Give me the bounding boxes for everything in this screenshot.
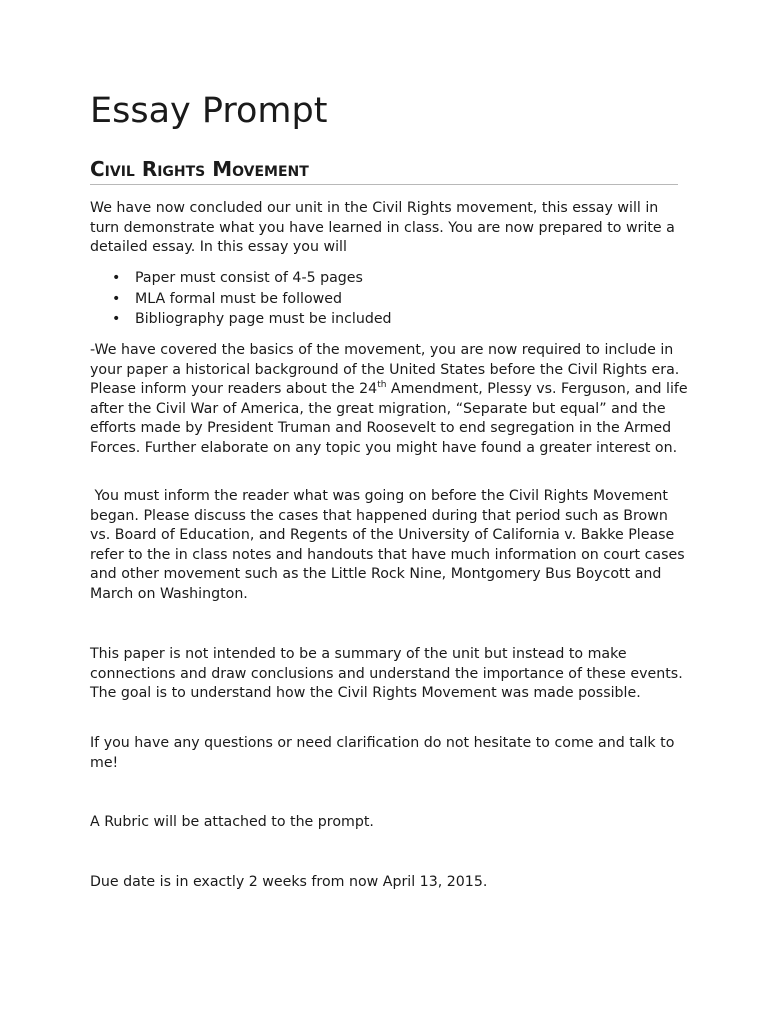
questions-paragraph: If you have any questions or need clarification do not hesitate to come and talk to me!	[90, 735, 675, 771]
list-item	[90, 309, 392, 330]
background-text-end: Amendment, Plessy vs. Ferguson, and life after the Civil War of America, the great migration, “Separate but equal” and the efforts made by President Truman and Roosevelt to end segregation in the Armed Forces. Further elaborate on any topic you might have found a greater interest on.	[90, 381, 688, 456]
bullet-icon: •	[112, 290, 121, 307]
ordinal-superscript: th	[377, 380, 387, 391]
document-subtitle: Civil Rights Movement	[90, 157, 678, 185]
background-text-start: -We have covered the basics of the movement, you are now required to include in your paper a historical background of the United States before the Civil Rights era. Please inform your readers about the 24	[90, 342, 680, 398]
list-item-text: Paper must consist of 4-5 pages	[135, 270, 363, 286]
list-item-text: MLA formal must be followed	[135, 290, 343, 307]
list-item-text: Bibliography page must be included	[135, 311, 392, 327]
bullet-icon: •	[112, 270, 121, 286]
purpose-paragraph: This paper is not intended to be a summary of the unit but instead to make connections and draw conclusions and understand the importance of these events. The goal is to understand how the Civil Rights Movement was made possible.	[90, 646, 692, 702]
requirements-list	[90, 268, 392, 330]
court-cases-paragraph: You must inform the reader what was going on before the Civil Rights Movement began. Please discuss the cases that happened during that period such as Brown vs. Board of Education, and Regents of the University of California v. Bakke Please refer to the in class notes and handouts that have much information on court cases and other movement such as the Little Rock Nine, Montgomery Bus Boycott and March on Washington.	[90, 488, 690, 602]
bullet-icon: •	[112, 311, 121, 327]
document-title: Essay Prompt	[90, 91, 328, 131]
list-item	[90, 268, 392, 289]
background-paragraph	[90, 341, 690, 459]
rubric-note: A Rubric will be attached to the prompt.	[90, 814, 374, 830]
due-date-note: Due date is in exactly 2 weeks from now April 13, 2015.	[90, 874, 488, 890]
list-item	[90, 289, 392, 310]
intro-paragraph: We have now concluded our unit in the Civil Rights movement, this essay will in turn demonstrate what you have learned in class. You are now prepared to write a detailed essay. In this essay you will	[90, 200, 675, 256]
